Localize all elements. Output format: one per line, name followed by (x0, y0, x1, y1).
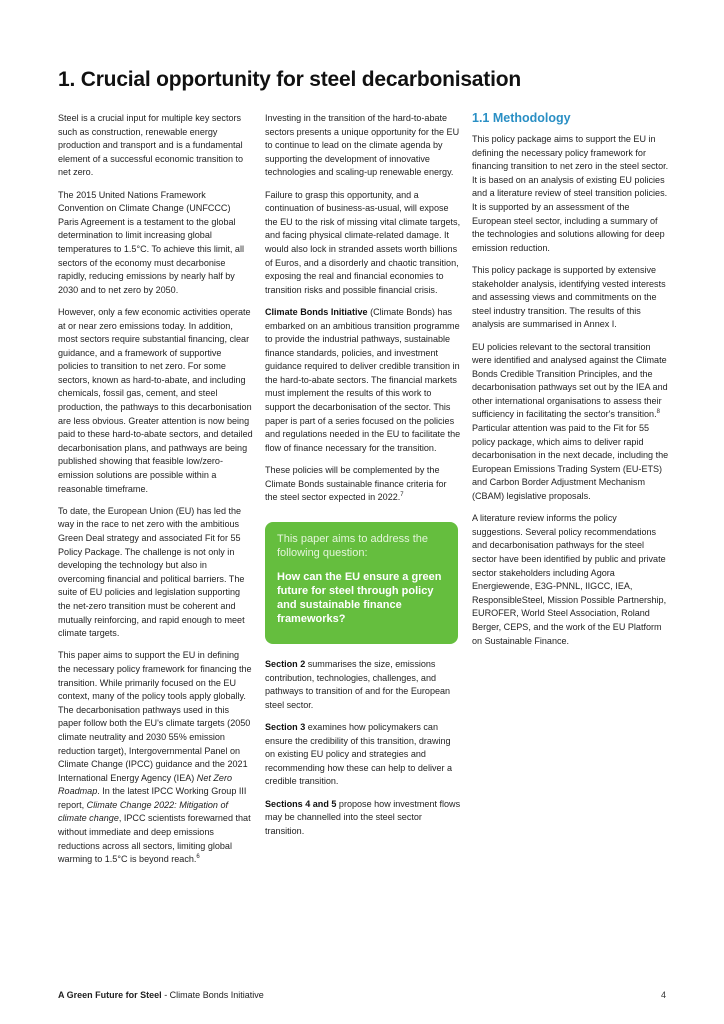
paragraph (265, 721, 461, 789)
text-run: , IPCC scientists forewarned that without immediate and deep emissions reductions across all sectors, limiting global warming to 1.5°C is beyond reach. (58, 813, 251, 865)
text-run: . In the latest IPCC Working Group III report, (58, 786, 247, 810)
citation-title: Net Zero Roadmap (58, 772, 232, 797)
callout-intro: This paper aims to address the following question: (277, 533, 429, 559)
citation-title: Climate Change 2022: Mitigation of climate change (58, 799, 228, 824)
paragraph: Failure to grasp this opportunity, and a continuation of business-as-usual, will expose the EU to the risk of missing vital climate targets, and facing physical climate-related damage. It would also lock in stranded assets worth billions of Euros, and a disorderly and chaotic transition, exposing the real and financial economies to transition risks and possible financial crisis. (265, 189, 461, 295)
paragraph (265, 306, 461, 456)
footnote-ref[interactable]: 8 (656, 409, 660, 416)
column-left (58, 112, 253, 875)
paragraph: The 2015 United Nations Framework Convention on Climate Change (UNFCCC) Paris Agreement is a testament to the global determination to limit increasing global temperatures to 1.5°C. To achieve this limit, all sectors of the economy must decarbonise rapidly, reducing emissions by nearly half by 2030 and to net zero by 2050. (58, 189, 244, 295)
text-run: This paper aims to support the EU in defining the necessary policy framework for financing the transition. While primarily focused on the EU context, many of the policy tools apply globally. The decarbonisation pathways used in this paper follow both the EU's climate targets (2050 climate neutrality and 2030 55% emission reduction target), Intergovernmental Panel on Climate Change (IPCC) guidance and the 2021 International Energy Agency (IEA) (58, 650, 252, 783)
paragraph: This policy package aims to support the EU in defining the necessary policy framework for financing transition to net zero in the steel sector. It is based on an analysis of existing EU policies and a literature review of steel transition policies. It is supported by an assessment of the European steel sector, including a summary of the technologies and solutions allowing for deep emission reduction. (472, 134, 669, 253)
column-right (472, 110, 669, 657)
section-overview (265, 658, 461, 847)
text-run: Particular attention was paid to the Fit for 55 policy package, which aims to deliver rapid decarbonisation in the next decade, including the European Emissions Trading System (EU-ETS) and Carbon Border Adjustment Mechanism (CBAM) legislative proposals. (472, 423, 669, 502)
question-callout (265, 522, 458, 644)
footnote-ref[interactable]: 6 (196, 854, 200, 861)
text-run: These policies will be complemented by the Climate Bonds sustainable finance criteria for the steel sector expected in 2022. (265, 465, 447, 503)
text-run: examines how policymakers can ensure the credibility of this transition, drawing on existing EU policy and strategies and recommending how these can help to deliver a credible transition. (265, 721, 453, 787)
paragraph: A literature review informs the policy suggestions. Several policy recommendations and decarbonisation pathways for the steel sector have been identified by public and private sector stakeholders including Agora Energiewende, E3G-PNNL, IIGCC, IEA, ResponsibleSteel, Mission Possible Partnership, EUROFER, World Steel Association, Roland Berger, CEPS, and the work of the EU Platform on Sustainable Finance. (472, 513, 667, 646)
footer-publication (58, 990, 264, 1000)
methodology-heading: 1.1 Methodology (472, 111, 571, 125)
section-ref: Section 3 (265, 721, 306, 732)
organization-name: Climate Bonds Initiative (265, 306, 368, 317)
text-run: summarises the size, emissions contribution, technologies, challenges, and pathways to transition of and for the European steel sector. (265, 659, 451, 710)
text-run: EU policies relevant to the sectoral transition were identified and analysed against the Climate Bonds Credible Transition Principles, and the decarbonisation pathways set out by the IEA and other international organisations to assess their sufficiency in facilitating the sector's transition. (472, 341, 668, 420)
paragraph: This policy package is supported by extensive stakeholder analysis, identifying vested interests and assessing views and commitments on the steel industry transition. The results of this analysis are summarised in Annex I. (472, 264, 666, 330)
paragraph: Steel is a crucial input for multiple key sectors such as construction, renewable energy production and transport and is a fundamental element of a successful economic transition to net zero. (58, 113, 244, 178)
paragraph: Investing in the transition of the hard-to-abate sectors presents a unique opportunity for the EU to continue to lead on the climate agenda by supporting the development of innovative technologies and scaling-up renewable energy. (265, 113, 460, 178)
paragraph (58, 649, 253, 867)
section-ref: Section 2 (265, 659, 306, 669)
paragraph (265, 798, 461, 839)
footnote-ref[interactable]: 7 (400, 492, 404, 499)
column-middle (265, 112, 461, 513)
paragraph (265, 464, 461, 505)
paragraph: To date, the European Union (EU) has led the way in the race to net zero with the ambitious Green Deal strategy and associated Fit for 55 Policy Package. The challenge is not only in developing the technology but also in overcoming financial and political barriers. The suite of EU policies and legislation supporting the net-zero transition must be coherent and mutually reinforcing, and rapid enough to meet climate targets. (58, 505, 245, 639)
paragraph (265, 658, 461, 712)
text-run: (Climate Bonds) has embarked on an ambitious transition programme to provide the industrial pathways, sustainable finance standards, policies, and investment guidance required to deliver credible transition in the hard-to-abate sectors. The financial markets must implement the results of this work to support the decarbonisation of the sector. This paper is part of a series focused on the policies and regulations needed in the EU to facilitate the flow of finance necessary for the transition. (265, 306, 461, 453)
callout-question: How can the EU ensure a green future for steel through policy and sustainable finance frameworks? (277, 571, 442, 625)
section-ref: Sections 4 and 5 (265, 798, 337, 809)
page-title: 1. Crucial opportunity for steel decarbonisation (58, 68, 521, 91)
text-run: propose how investment flows may be channelled into the steel sector transition. (265, 798, 461, 836)
publication-title: A Green Future for Steel (58, 990, 162, 1000)
paragraph: However, only a few economic activities operate at or near zero emissions today. In addition, most sectors require substantial financing, clear guidance, and a framework of supportive policies to transition to net zero. For some sectors, known as hard-to-abate, and including chemicals, fossil gas, cement, and steel production, the pathways to this decarbonisation are less obvious. Greater attention is now being paid to these hard-to-abate sectors, and detailed decarbonisation plans, and pathways are being published showing that feasible low/zero-emission solutions are possible within a reasonable timeframe. (58, 306, 253, 494)
publisher: - Climate Bonds Initiative (161, 990, 264, 1000)
page-number: 4 (661, 990, 667, 1000)
paragraph (472, 341, 669, 504)
